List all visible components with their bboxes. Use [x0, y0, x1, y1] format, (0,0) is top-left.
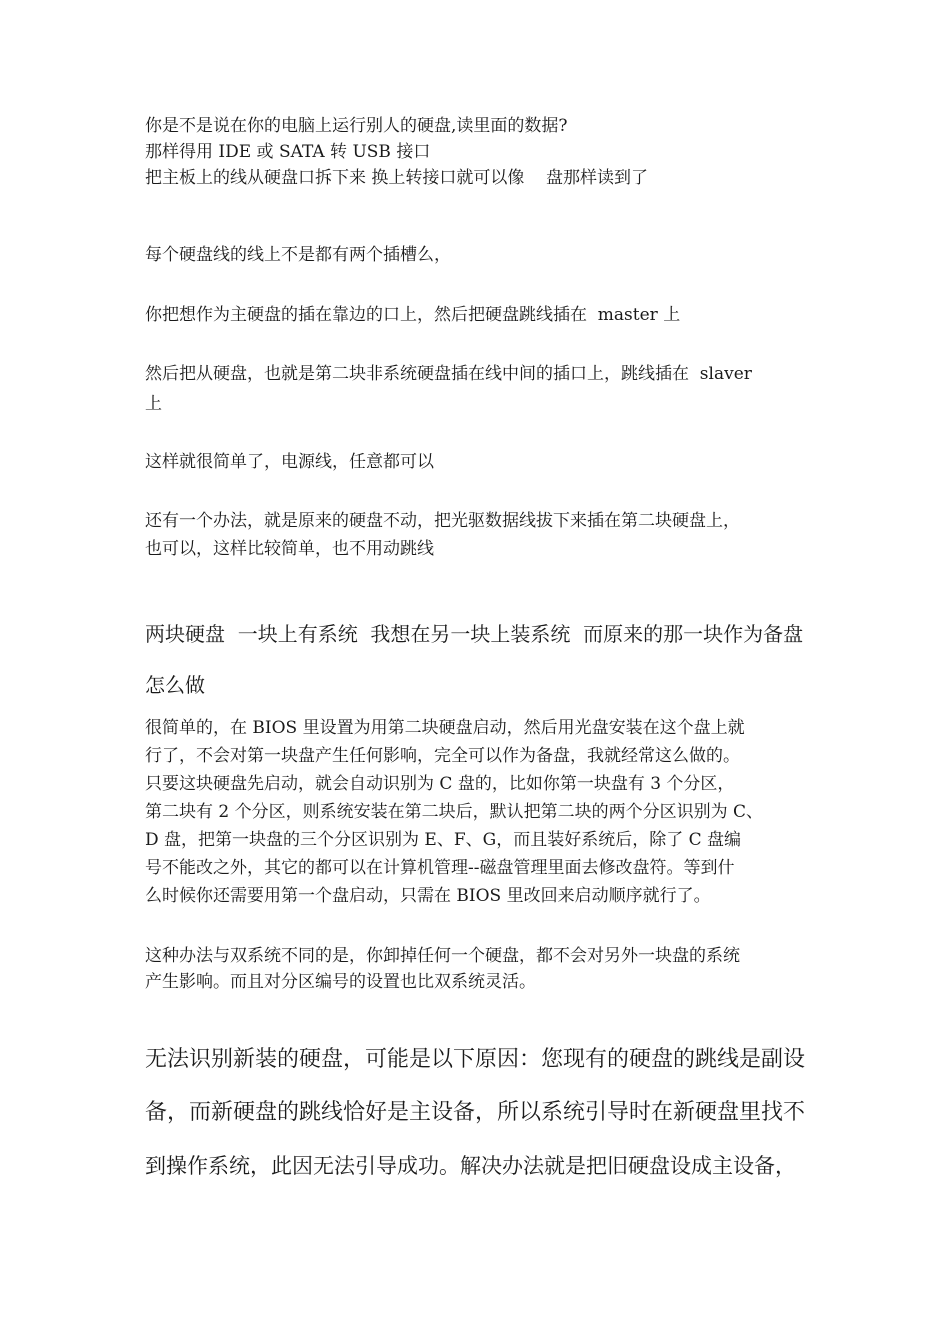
- answer-line: 么时候你还需要用第一个盘启动，只需在 BIOS 里改回来启动顺序就行了。: [145, 886, 711, 906]
- answer-line: 行了，不会对第一块盘产生任何影响，完全可以作为备盘，我就经常这么做的。: [145, 746, 740, 766]
- text-line: 每个硬盘线的线上不是都有两个插槽么，: [145, 245, 451, 265]
- text-line: 把主板上的线从硬盘口拆下来 换上转接口就可以像 盘那样读到了: [145, 168, 649, 188]
- answer-line: D 盘，把第一块盘的三个分区识别为 E、F、G，而且装好系统后，除了 C 盘编: [145, 830, 742, 850]
- text-line: 上: [145, 394, 162, 414]
- text-line: 还有一个办法，就是原来的硬盘不动，把光驱数据线拔下来插在第二块硬盘上，: [145, 511, 740, 531]
- question-line: 怎么做: [145, 673, 205, 697]
- text-line-large: 无法识别新装的硬盘，可能是以下原因：您现有的硬盘的跳线是副设: [145, 1047, 806, 1072]
- answer-line: 第二块有 2 个分区，则系统安装在第二块后，默认把第二块的两个分区识别为 C、: [145, 802, 764, 822]
- text-line: 这样就很简单了，电源线，任意都可以: [145, 452, 434, 472]
- text-line: 那样得用 IDE 或 SATA 转 USB 接口: [145, 142, 431, 162]
- text-line: 也可以，这样比较简单，也不用动跳线: [145, 539, 434, 559]
- text-line: 你把想作为主硬盘的插在靠边的口上，然后把硬盘跳线插在 master 上: [145, 305, 681, 325]
- question-line: 两块硬盘 一块上有系统 我想在另一块上装系统 而原来的那一块作为备盘: [145, 622, 804, 646]
- answer-line: 号不能改之外，其它的都可以在计算机管理--磁盘管理里面去修改盘符。等到什: [145, 858, 735, 878]
- text-line: 产生影响。而且对分区编号的设置也比双系统灵活。: [145, 972, 536, 992]
- text-line-large: 到操作系统，此因无法引导成功。解决办法就是把旧硬盘设成主设备，: [145, 1154, 796, 1178]
- text-line-large: 备，而新硬盘的跳线恰好是主设备，所以系统引导时在新硬盘里找不: [145, 1100, 806, 1125]
- answer-line: 只要这块硬盘先启动，就会自动识别为 C 盘的，比如你第一块盘有 3 个分区，: [145, 774, 735, 794]
- text-line: 这种办法与双系统不同的是，你卸掉任何一个硬盘，都不会对另外一块盘的系统: [145, 946, 740, 966]
- text-line: 然后把从硬盘，也就是第二块非系统硬盘插在线中间的插口上，跳线插在 slaver: [145, 364, 752, 384]
- answer-line: 很简单的，在 BIOS 里设置为用第二块硬盘启动，然后用光盘安装在这个盘上就: [145, 718, 745, 738]
- text-line: 你是不是说在你的电脑上运行别人的硬盘,读里面的数据?: [145, 116, 568, 136]
